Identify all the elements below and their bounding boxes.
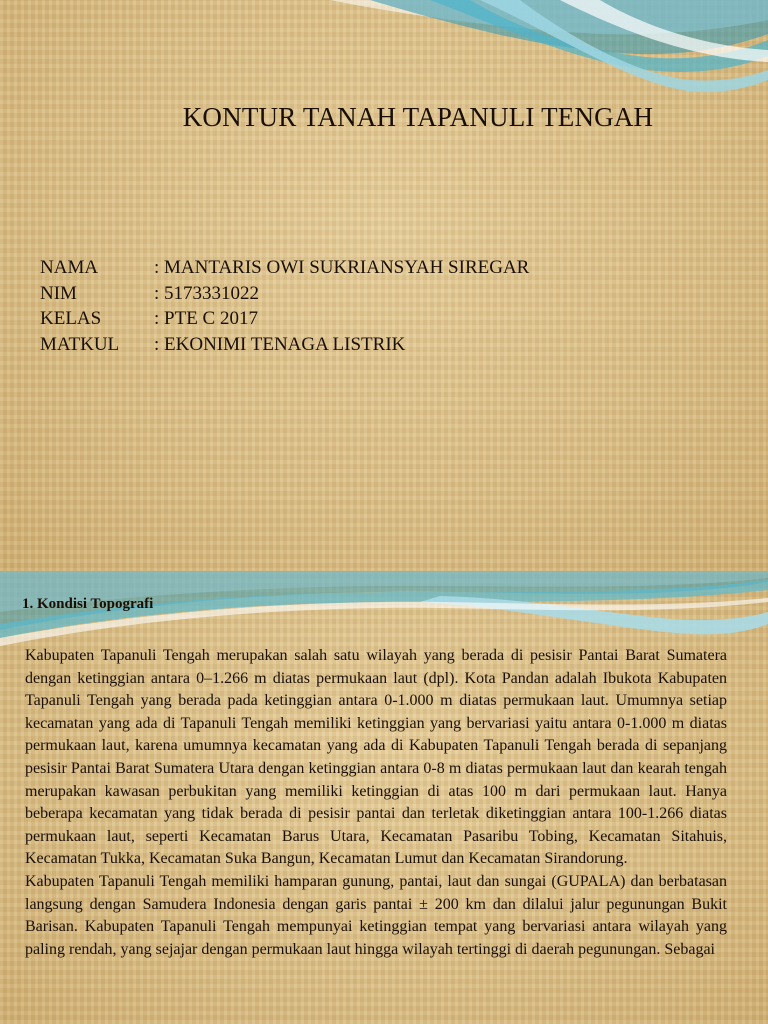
info-value: : PTE C 2017 <box>154 308 258 329</box>
info-row-kelas <box>40 306 529 332</box>
decorative-waves <box>0 0 768 100</box>
info-label: NIM <box>40 282 77 304</box>
student-info <box>40 255 529 357</box>
info-value: : EKONIMI TENAGA LISTRIK <box>154 333 406 355</box>
info-row-nim <box>40 281 529 307</box>
section-heading: 1. Kondisi Topografi <box>22 596 154 612</box>
info-row-matkul <box>40 332 529 358</box>
slide-2 <box>0 572 768 1024</box>
paragraph: Kabupaten Tapanuli Tengah memiliki hamparan gunung, pantai, laut dan sungai (GUPALA) dan berbatasan langsung dengan Samudera Indonesia dengan garis pantai ± 200 km dan dilalui jalur pegunungan Bukit Barisan. Kabupaten Tapanuli Tengah mempunyai ketinggian tempat yang bervariasi antara wilayah yang paling rendah, yang sejajar dengan permukaan laut hingga wilayah tertinggi di daerah pegunungan. Sebagai <box>25 872 727 958</box>
paragraph: Kabupaten Tapanuli Tengah merupakan salah satu wilayah yang berada di pesisir Pantai Barat Sumatera dengan ketinggian antara 0–1.266 m diatas permukaan laut (dpl). Kota Pandan adalah Ibukota Kabupaten Tapanuli Tengah yang berada pada ketinggian antara 0-1.000 m diatas permukaan laut. Umumnya setiap kecamatan yang ada di Tapanuli Tengah memiliki ketinggian yang bervariasi yaitu antara 0-1.000 m diatas permukaan laut, karena umumnya kecamatan yang ada di Kabupaten Tapanuli Tengah berada di sepanjang pesisir Pantai Barat Sumatera Utara dengan ketinggian antara 0-8 m diatas permukaan laut dan kearah tengah merupakan kawasan perbukitan yang memiliki ketinggian di atas 100 m dari permukaan laut. Hanya beberapa kecamatan yang tidak berada di pesisir pantai dan terletak diketinggian antara 100-1.266 diatas permukaan laut, seperti Kecamatan Barus Utara, Kecamatan Pasaribu Tobing, Kecamatan Sitahuis, Kecamatan Tukka, Kecamatan Suka Bangun, Kecamatan Lumut dan Kecamatan Sirandorung. <box>25 647 727 868</box>
body-text <box>25 645 727 961</box>
slide-title: KONTUR TANAH TAPANULI TENGAH <box>182 102 654 132</box>
info-value: : 5173331022 <box>154 282 260 304</box>
info-value: : MANTARIS OWI SUKRIANSYAH SIREGAR <box>154 257 530 278</box>
info-row-nama <box>40 255 529 281</box>
info-label: KELAS <box>40 308 102 329</box>
info-label: MATKUL <box>40 333 120 355</box>
info-label: NAMA <box>40 257 99 278</box>
